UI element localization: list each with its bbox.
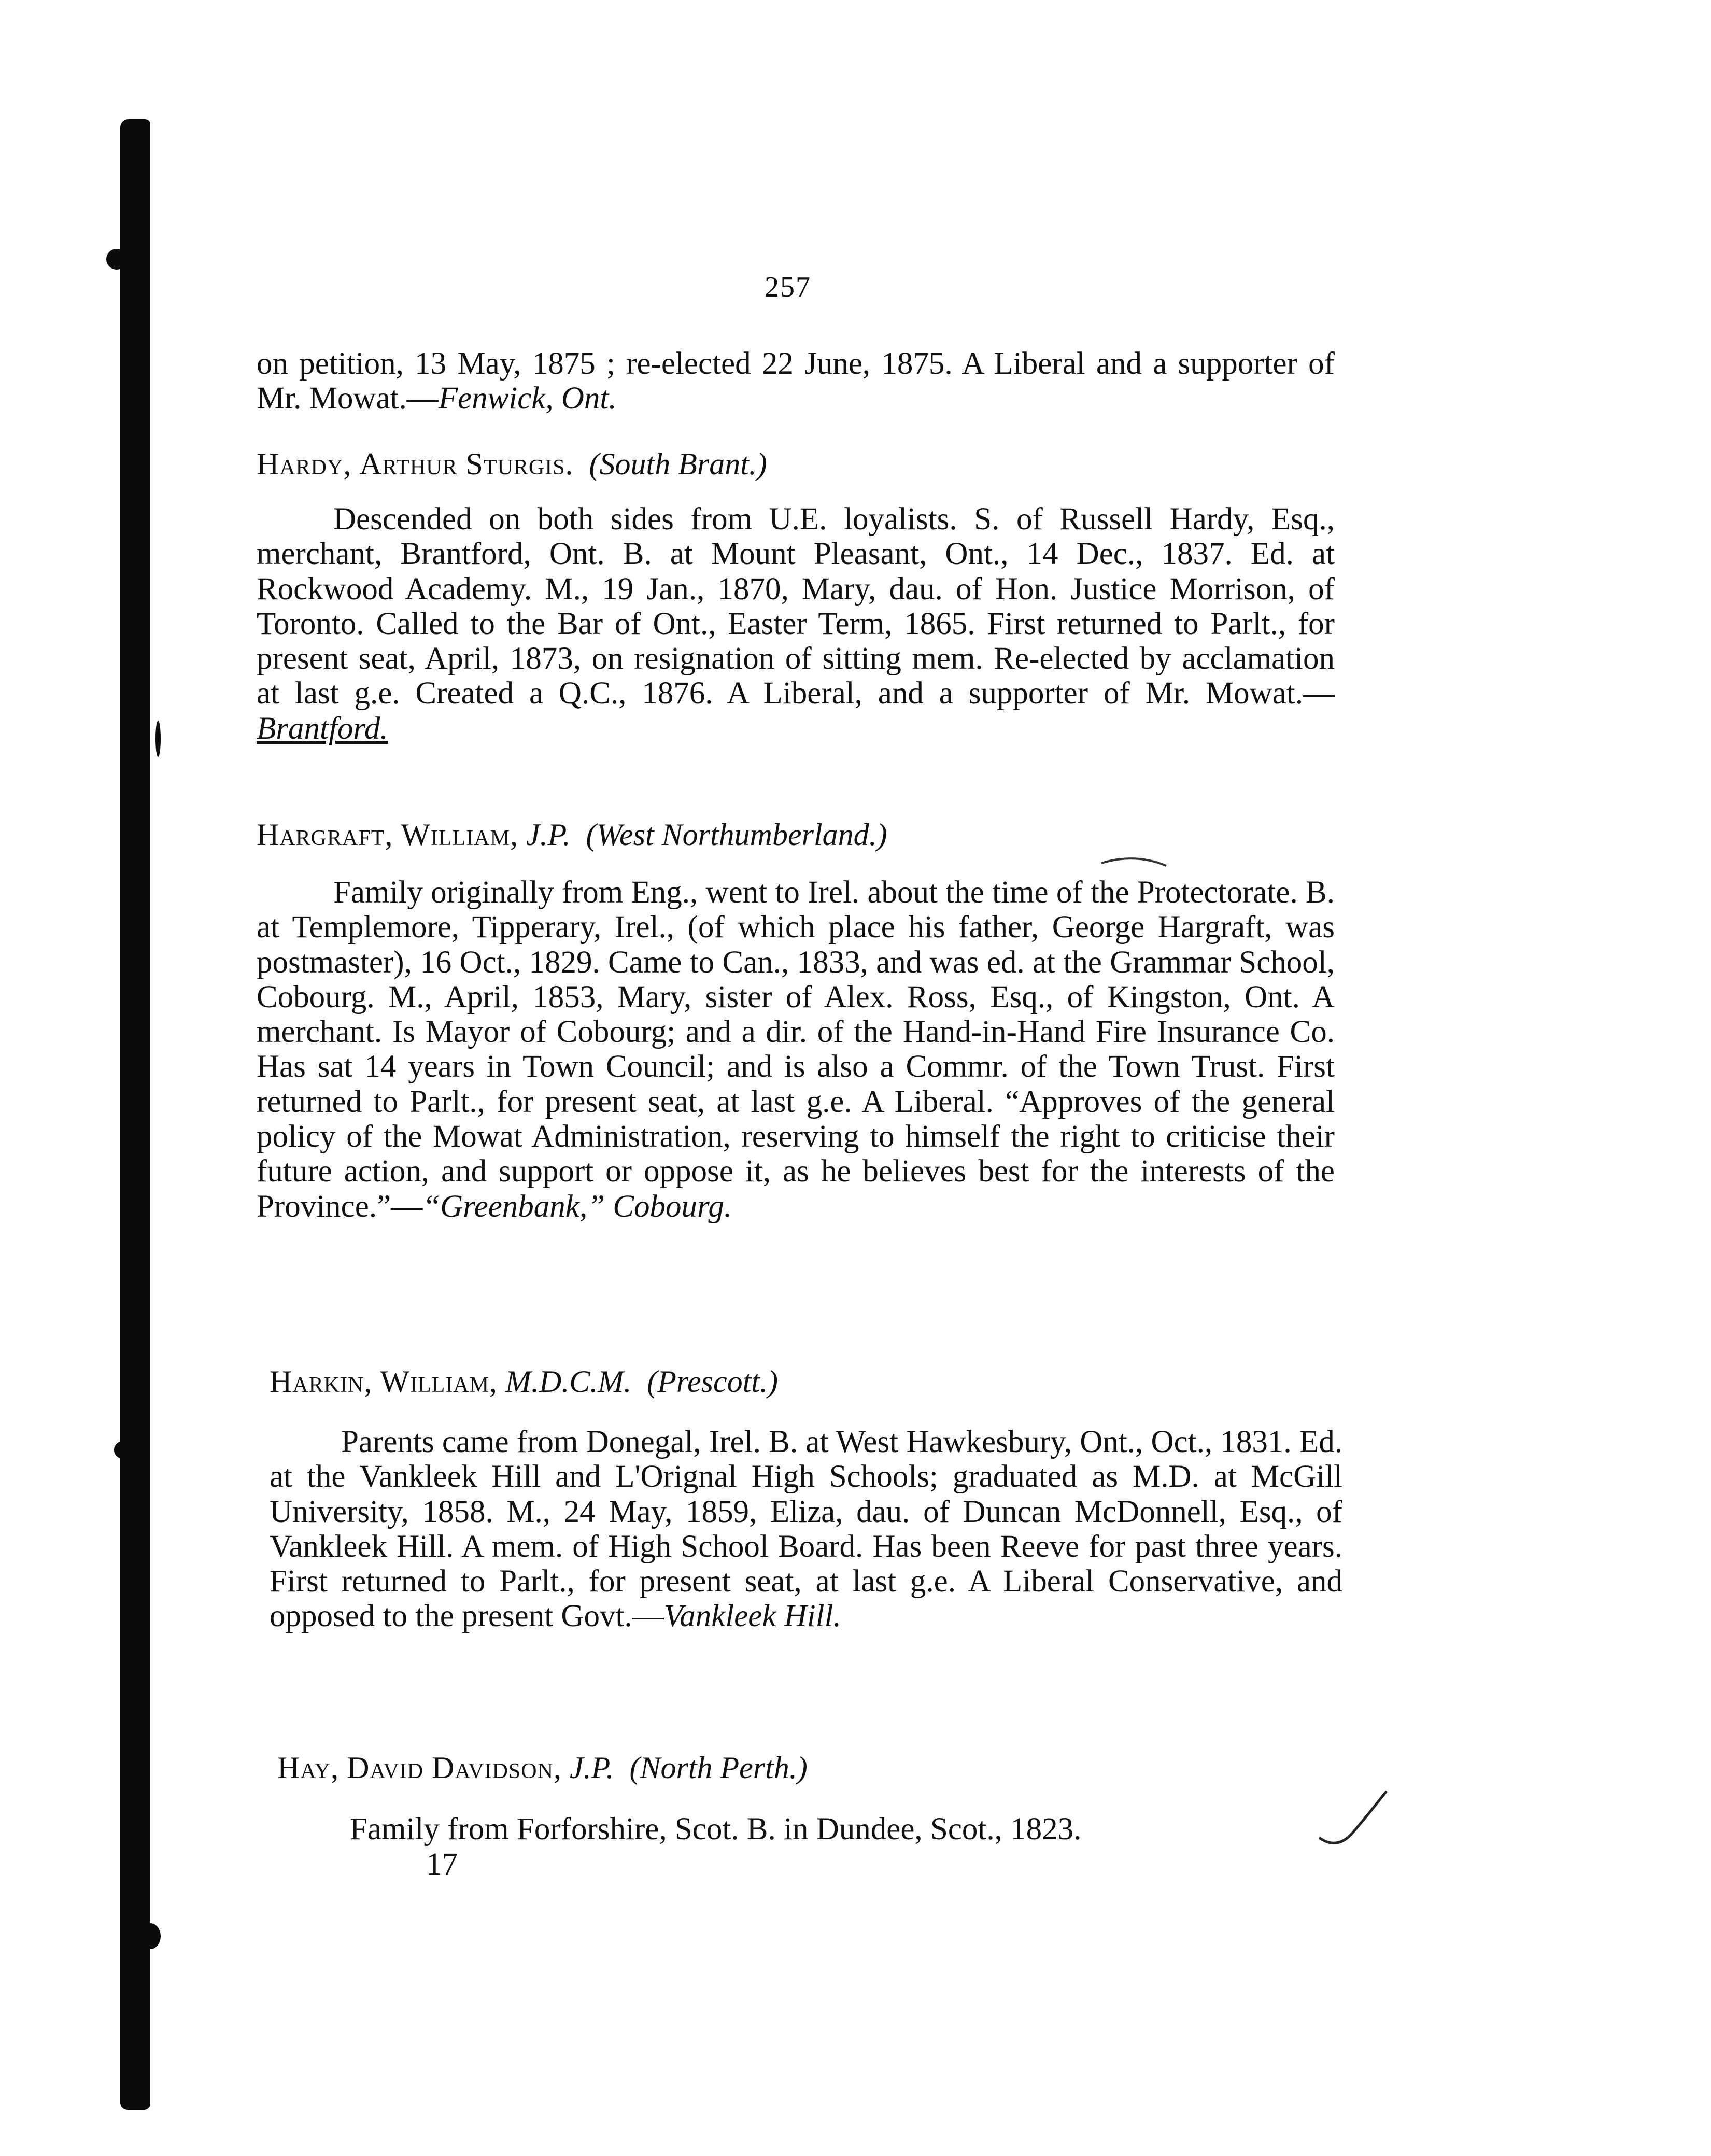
entry-heading-hay bbox=[277, 1750, 808, 1786]
pencil-stroke-mark bbox=[1099, 842, 1171, 873]
entry-given-names: William, bbox=[380, 1364, 498, 1399]
entry-body-text: Family originally from Eng., went to Irel. about the time of the Protectorate. B. at Templemore, Tipperary, Irel., (of which place his father, George Hargraft, was postmaster), 16 Oct., 1829. Came to Can., 1833, and was ed. at the Grammar School, Cobourg. M., April, 1853, Mary, sister of Alex. Ross, Esq., of Kingston, Ont. A merchant. Is Mayor of Cobourg; and a dir. of the Hand-in-Hand Fire Insurance Co. Has sat 14 years in Town Council; and is also a Commr. of the Town Trust. First returned to Parlt., for present seat, at last g.e. A Liberal. “Approves of the general policy of the Mowat Administration, reserving to himself the right to criticise their future action, and support or oppose it, as he believes best for the interests of the Province.”— bbox=[257, 875, 1335, 1224]
entry-surname: Hargraft, bbox=[257, 818, 393, 852]
binding-shadow bbox=[120, 119, 150, 2110]
binding-fleck bbox=[106, 249, 127, 270]
entry-constituency: (North Perth.) bbox=[629, 1751, 808, 1785]
entry-body-text: Parents came from Donegal, Irel. B. at West Hawkesbury, Ont., Oct., 1831. Ed. at the Vankleek Hill and L'Orignal High Schools; graduated as M.D. at McGill University, 1858. M., 24 May, 1859, Eliza, dau. of Duncan McDonnell, Esq., of Vankleek Hill. A mem. of High School Board. Has been Reeve for past three years. First returned to Parlt., for present seat, at last g.e. A Liberal Conservative, and opposed to the present Govt.— bbox=[270, 1425, 1342, 1634]
entry-given-names: David Davidson, bbox=[347, 1751, 562, 1785]
entry-body-hardy bbox=[257, 502, 1335, 746]
entry-body-hargraft bbox=[257, 875, 1335, 1224]
binding-fleck bbox=[140, 1923, 161, 1949]
entry-body-hay bbox=[277, 1812, 1345, 1847]
entry-address: Vankleek Hill. bbox=[663, 1599, 841, 1634]
entry-heading-harkin bbox=[270, 1363, 778, 1400]
continuation-address: Fenwick, Ont. bbox=[438, 381, 617, 416]
entry-body-text: Descended on both sides from U.E. loyalists. S. of Russell Hardy, Esq., merchant, Brantford, Ont. B. at Mount Pleasant, Ont., 14 Dec., 1837. Ed. at Rockwood Academy. M., 19 Jan., 1870, Mary, dau. of Hon. Justice Morrison, of Toronto. Called to the Bar of Ont., Easter Term, 1865. First returned to Parlt., for present seat, April, 1873, on resignation of sitting mem. Re-elected by acclamation at last g.e. Created a Q.C., 1876. A Liberal, and a supporter of Mr. Mowat.— bbox=[257, 502, 1335, 711]
entry-title: J.P. bbox=[569, 1751, 614, 1785]
entry-address: Brantford. bbox=[257, 711, 388, 746]
entry-heading-hardy bbox=[257, 446, 767, 482]
page-number: 257 bbox=[765, 271, 811, 303]
entry-surname: Harkin, bbox=[270, 1364, 373, 1399]
pencil-tick-mark bbox=[1317, 1788, 1389, 1851]
entry-constituency: (West Northumberland.) bbox=[586, 818, 887, 852]
continuation-paragraph bbox=[257, 346, 1335, 416]
entry-constituency: (Prescott.) bbox=[647, 1364, 778, 1399]
entry-surname: Hay, bbox=[277, 1751, 340, 1785]
entry-body-harkin bbox=[270, 1425, 1342, 1634]
entry-body-text: Family from Forforshire, Scot. B. in Dundee, Scot., 1823. bbox=[350, 1812, 1082, 1847]
entry-address: “Greenbank,” Cobourg. bbox=[422, 1189, 732, 1224]
entry-title: J.P. bbox=[526, 818, 571, 852]
entry-given-names: Arthur Sturgis. bbox=[359, 447, 574, 481]
binding-fleck bbox=[155, 721, 161, 757]
entry-heading-hargraft bbox=[257, 816, 887, 853]
entry-given-names: William, bbox=[401, 818, 518, 852]
entry-constituency: (South Brant.) bbox=[589, 447, 767, 481]
binding-fleck bbox=[114, 1441, 132, 1459]
entry-title: M.D.C.M. bbox=[505, 1364, 632, 1399]
entry-surname: Hardy, bbox=[257, 447, 352, 481]
continuation-text: on petition, 13 May, 1875 ; re-elected 22 June, 1875. A Liberal and a supporter of Mr. Mowat.— bbox=[257, 346, 1335, 416]
signature-mark: 17 bbox=[426, 1847, 458, 1882]
